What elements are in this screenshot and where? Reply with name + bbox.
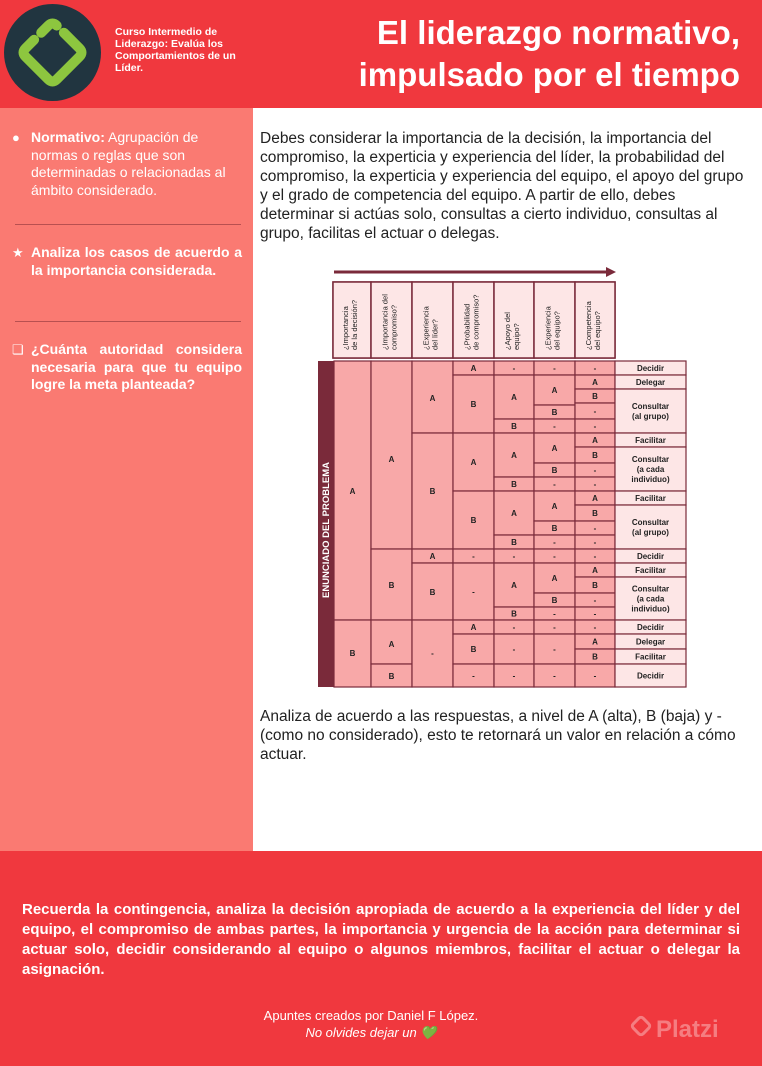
table-cell-label: - [512,623,516,632]
table-cell-label: Decidir [636,364,665,373]
sidebar [0,108,253,851]
column-header: ¿Experiencia [543,306,553,350]
table-cell-label: Consultar [631,455,670,464]
side-label: ENUNCIADO DEL PROBLEMA [321,462,332,598]
decision-tree-table [316,258,696,688]
table-cell-label: A [551,444,558,453]
table-cell-label: B [592,451,598,460]
table-cell-label: individuo) [631,475,670,484]
table-cell-label: B [592,652,598,662]
table-cell-label: - [593,623,597,632]
star-icon: ★ [12,245,24,260]
table-cell-label: - [593,480,597,489]
table-cell-label: - [593,422,597,431]
checkbox-square-icon: ❏ [12,342,24,357]
table-cell-label: A [551,386,558,395]
column-header: ¿Probabilidad [462,303,472,350]
table-cell-label: A [470,364,477,373]
table-cell-label: - [593,364,597,373]
sidebar-item-text: ¿Cuánta autoridad considera necesaria para que tu equipo logre la meta planteada? [31,341,242,392]
table-cell-label: - [593,552,597,561]
table-cell-label: B [592,581,598,590]
table-cell-label: A [388,640,395,649]
page-title [270,12,740,96]
table-cell-label: A [429,394,436,403]
table-cell-label: B [349,649,356,658]
course-name: Curso Intermedio de Liderazgo: Evalúa los Comportamientos de un Líder. [115,26,236,74]
table-cell-label: A [511,581,517,590]
column-header: de compromiso? [471,294,481,350]
title-line-2: impulsado por el tiempo [358,56,740,93]
table-cell-label: - [512,552,516,561]
table-cell-label: A [429,552,436,561]
table-cell-label: B [388,672,395,681]
sidebar-item-text: Analiza los casos de acuerdo a la importancia considerada. [31,244,242,278]
table-cell-label: B [470,516,477,525]
term-label: Normativo: [31,129,105,145]
table-cell-label: - [553,623,556,632]
table-cell-label: B [592,392,598,401]
column-header: ¿Competencia [584,301,593,350]
table-cell-label: - [553,422,556,431]
table-cell-label: A [592,637,598,647]
column-header: de la decisión? [350,299,359,350]
title-line-1: El liderazgo normativo, [376,14,740,51]
table-cell-label: - [472,552,475,561]
table-cell-label: B [388,581,395,590]
arrow-head-icon [606,267,616,277]
header [0,0,762,108]
column-header: ¿Importancia [341,306,350,350]
table-cell-label: A [551,574,558,583]
table-cell-label: A [551,502,558,511]
table-cell-label: - [512,364,516,373]
table-cell-label: - [512,671,516,681]
table-cell-label: B [511,609,517,619]
platzi-logo [4,4,101,101]
table-cell-label: (al grupo) [632,528,669,537]
table-cell-label: B [592,509,598,518]
table-cell-label: B [429,588,436,597]
table-cell-label: B [511,422,517,431]
summary-text: Recuerda la contingencia, analiza la decisión apropiada de acuerdo a la experiencia del líder y del equipo, el compromiso de ambas partes, la importancia y urgencia de la acción para determinar si actuar solo, decidir considerando al equipo o algunos miembros, facilitar el actuar o delegar la asignación. [22,901,740,978]
table-cell-label: - [553,364,556,373]
table-cell-label: - [553,671,556,681]
table-cell-label: A [592,378,598,387]
table-cell-label: B [511,480,517,489]
table-cell-label: Facilitar [635,566,666,575]
term-definition: Agrupación de normas o reglas que son determinadas o relacionadas al ámbito considerado. [31,129,226,198]
column-header: del líder? [430,319,440,350]
column-header: ¿Experiencia [421,306,431,350]
table-cell-label: B [551,596,558,605]
table-cell-label: A [511,451,517,460]
table-cell-label: Facilitar [635,652,666,662]
reminder-text: No olvides dejar un 💚 [305,1025,437,1040]
table-cell-label: B [511,538,517,547]
table-cell-label: Decidir [636,552,665,561]
table-cell-label: B [470,400,477,409]
table-cell-label: - [593,609,597,619]
table-cell-label: Facilitar [635,494,666,503]
table-cell-label: A [511,509,517,518]
table-cell-label: - [472,671,475,681]
table-cell-label: - [593,407,597,416]
bullet-dot-icon: ● [12,130,20,145]
table-cell-label: - [431,649,434,658]
sidebar-item-normativo [12,129,242,199]
table-cell-label: - [593,524,597,533]
table-cell-label: B [429,487,436,496]
table-cell-label: Decidir [636,671,665,681]
column-header: ¿Importancia del [380,294,390,350]
table-cell-label: A [470,458,477,467]
column-header: equipo? [512,323,521,350]
table-cell-label: B [551,524,558,533]
sidebar-item-analiza [12,244,242,279]
sidebar-divider [15,224,241,225]
table-cell-label: - [472,587,475,597]
analysis-paragraph: Analiza de acuerdo a las respuestas, a nivel de A (alta), B (baja) y - (como no considerado), esto te retornará un valor en relación a cómo actuar. [260,708,736,763]
table-cell-label: B [551,408,558,417]
column-header: del equipo? [593,311,602,350]
table-cell-label: Delegar [635,378,666,387]
table-cell-label: - [553,538,556,547]
table-cell-label: Consultar [631,518,670,527]
table-cell-label: Decidir [636,623,665,632]
table-cell-label: A [592,566,598,575]
table-cell-label: A [349,487,356,496]
table-cell-label: individuo) [631,604,670,614]
sidebar-divider [15,321,241,322]
table-cell-label: - [553,609,556,619]
column-header: ¿Apoyo del [503,312,512,350]
table-cell-label: (al grupo) [632,412,669,421]
table-cell-label: A [592,494,598,503]
table-cell-label: - [593,466,597,475]
table-cell-label: (a cada [636,465,665,474]
intro-paragraph: Debes considerar la importancia de la decisión, la importancia del compromiso, la experticia y experiencia del líder, la probabilidad del compromiso, la experticia y experiencia del equipo, el apoyo del grupo y el grado de competencia del equipo. A partir de ello, debes determinar si actúas solo, consultas a cierto individuo, consultas al grupo, facilitas el actuar o delegas. [260,130,744,242]
table-cell-label: A [470,623,477,632]
table-cell-label: A [388,455,395,464]
table-cell-label: - [593,671,597,681]
table-cell-label: - [593,596,597,605]
platzi-watermark-icon [628,1013,654,1039]
table-cell-label: - [553,480,556,489]
table-cell-label: Consultar [631,584,670,594]
author-credit: Apuntes creados por Daniel F López. [263,1008,479,1023]
sidebar-item-autoridad [12,341,242,394]
table-cell-label: Facilitar [635,436,666,445]
table-cell-label: Consultar [631,402,670,411]
table-cell-label: - [553,645,556,654]
table-cell-label: A [592,436,598,445]
table-cell-label: - [593,538,597,547]
table-cell-label: A [511,393,517,402]
table-cell-label: (a cada [636,594,665,604]
platzi-watermark: Platzi [656,1016,719,1043]
table-cell-label: B [551,466,558,475]
table-cell-label: - [512,645,516,654]
table-cell-label: B [470,645,477,654]
table-cell-label: - [553,552,556,561]
column-header: del equipo? [552,311,562,350]
column-header: compromiso? [389,304,399,350]
table-cell-label: Delegar [635,637,666,647]
